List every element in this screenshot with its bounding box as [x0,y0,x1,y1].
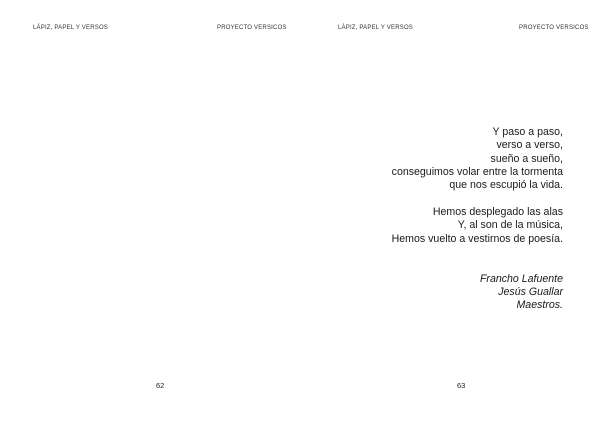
poem-stanza-2 [392,206,563,246]
poem-line: Hemos desplegado las alas [432,205,563,218]
poem [392,126,563,313]
poem-line: verso a verso, [496,139,563,152]
poem-line: Y, al son de la música, [457,219,563,232]
poem-stanza-1 [392,126,563,192]
poem-line: sueño a sueño, [490,152,563,165]
signature-role: Maestros. [516,299,563,312]
signature-author: Francho Lafuente [479,272,563,285]
right-page [300,0,600,425]
poem-line: Y paso a paso, [492,126,563,138]
poem-line: que nos escupió la vida. [449,179,563,192]
running-header-book-title: LÁPIZ, PAPEL Y VERSOS [338,25,414,31]
running-header-project: PROYECTO VERSICOS [519,25,589,31]
page-number: 63 [457,381,466,390]
signature-author: Jesús Guallar [498,286,563,299]
poem-line: Hemos vuelto a vestirnos de poesía. [391,232,563,245]
running-header-book-title: LÁPIZ, PAPEL Y VERSOS [33,25,109,31]
poem-line: conseguimos volar entre la tormenta [391,165,563,178]
running-header-project: PROYECTO VERSICOS [217,25,287,31]
page-number: 62 [156,381,165,390]
poem-signature [392,273,563,313]
